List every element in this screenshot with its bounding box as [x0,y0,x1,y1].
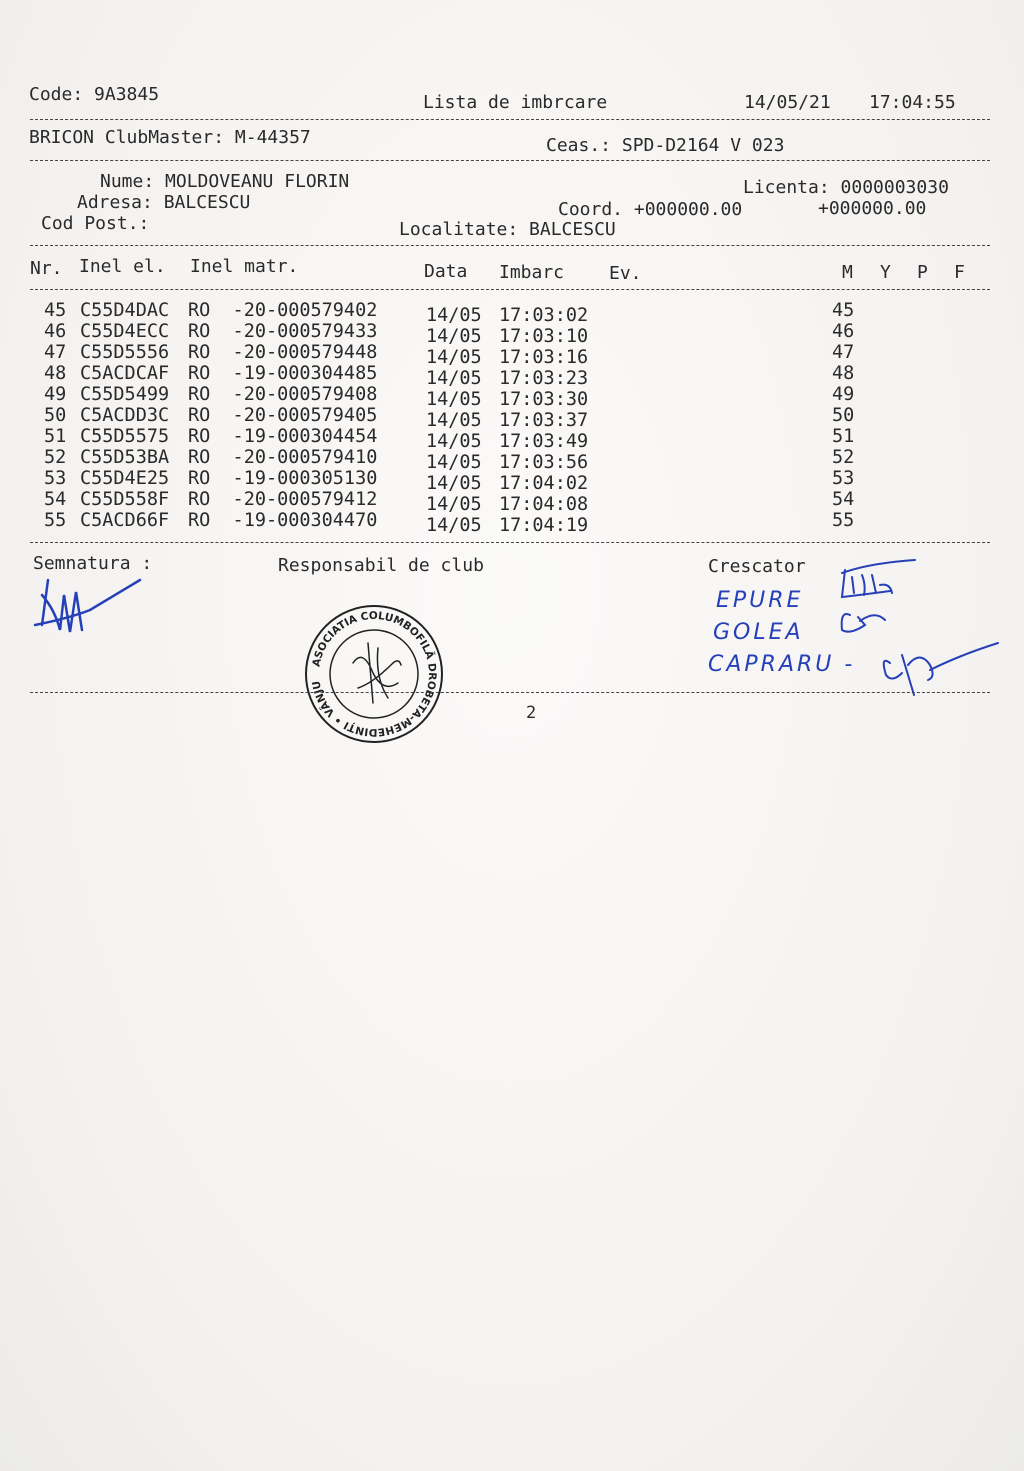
cell-ring: RO -19-000304454 [188,426,378,447]
cell-ring: RO -20-000579448 [188,342,378,363]
cell-date: 14/05 [426,431,482,452]
cell-time: 17:03:37 [499,410,589,431]
cell-date: 14/05 [426,347,482,368]
cell-chip: C5ACDD3C [80,405,170,426]
cell-m: 47 [832,342,855,363]
cell-m: 50 [832,405,855,426]
cell-nr: 47 [44,342,67,363]
col-inel-matr: Inel matr. [190,256,299,277]
table-row [0,363,1024,389]
cell-date: 14/05 [426,368,482,389]
code-label: Code: 9A3845 [29,84,160,105]
breeder-signature-marks [830,555,1010,705]
cell-nr: 46 [44,321,67,342]
cell-nr: 52 [44,447,67,468]
cell-nr: 45 [44,300,67,321]
coord-label: Coord. +000000.00 [558,199,743,220]
cell-chip: C5ACDCAF [80,363,170,384]
cell-time: 17:03:02 [499,305,589,326]
cell-ring: RO -20-000579405 [188,405,378,426]
owner-name: Nume: MOLDOVEANU FLORIN [100,171,350,192]
club-stamp [297,594,445,745]
divider [30,119,990,120]
signature-mark [30,570,150,650]
responsible-label: Responsabil de club [278,555,484,576]
divider [30,160,990,161]
table-row [0,300,1024,326]
cell-nr: 53 [44,468,67,489]
table-row [0,447,1024,473]
cell-nr: 49 [44,384,67,405]
cell-time: 17:04:19 [499,515,589,536]
print-time: 17:04:55 [869,92,956,113]
breeder-name-2: GOLEA [713,620,804,645]
cell-time: 17:04:08 [499,494,589,515]
col-imbarc: Imbarc [499,262,565,283]
table-row [0,468,1024,494]
cell-chip: C55D4ECC [80,321,170,342]
breeder-label: Crescator [708,556,806,577]
cell-nr: 50 [44,405,67,426]
cell-time: 17:03:56 [499,452,589,473]
cell-chip: C55D53BA [80,447,170,468]
print-date: 14/05/21 [744,92,831,113]
page-number: 2 [526,703,537,723]
cell-time: 17:03:49 [499,431,589,452]
cell-time: 17:03:16 [499,347,589,368]
col-ev: Ev. [609,263,642,284]
cell-m: 45 [832,300,855,321]
signature-label: Semnatura : [33,553,153,574]
cell-ring: RO -20-000579433 [188,321,378,342]
club-label: BRICON ClubMaster: M-44357 [29,127,311,148]
cell-m: 52 [832,447,855,468]
table-row [0,405,1024,431]
divider [30,692,990,693]
divider [30,245,990,246]
cell-date: 14/05 [426,494,482,515]
cell-chip: C55D5575 [80,426,170,447]
col-nr: Nr. [30,258,63,279]
cell-time: 17:03:30 [499,389,589,410]
document-title: Lista de imbrcare [423,92,608,113]
cell-chip: C5ACD66F [80,510,170,531]
cell-nr: 54 [44,489,67,510]
table-row [0,510,1024,536]
cell-m: 49 [832,384,855,405]
cell-chip: C55D558F [80,489,170,510]
clock-label: Ceas.: SPD-D2164 V 023 [546,135,785,156]
breeder-name-1: EPURE [716,588,804,613]
cell-time: 17:03:10 [499,326,589,347]
table-row [0,321,1024,347]
col-inel-el: Inel el. [79,256,166,277]
cell-m: 55 [832,510,855,531]
cell-time: 17:03:23 [499,368,589,389]
postal-code-label: Cod Post.: [41,213,150,234]
cell-chip: C55D5499 [80,384,170,405]
col-m: M [842,262,853,283]
col-p: P [917,262,928,283]
cell-m: 48 [832,363,855,384]
cell-ring: RO -20-000579410 [188,447,378,468]
cell-ring: RO -20-000579402 [188,300,378,321]
breeder-name-3: CAPRARU - [708,652,856,677]
cell-date: 14/05 [426,389,482,410]
cell-date: 14/05 [426,410,482,431]
license-label: Licenta: 0000003030 [743,177,949,198]
cell-m: 53 [832,468,855,489]
cell-date: 14/05 [426,326,482,347]
col-f: F [954,262,965,283]
cell-date: 14/05 [426,473,482,494]
owner-address: Adresa: BALCESCU [77,192,251,213]
cell-date: 14/05 [426,305,482,326]
cell-nr: 55 [44,510,67,531]
cell-chip: C55D4DAC [80,300,170,321]
cell-m: 54 [832,489,855,510]
cell-nr: 48 [44,363,67,384]
cell-time: 17:04:02 [499,473,589,494]
cell-nr: 51 [44,426,67,447]
cell-m: 51 [832,426,855,447]
cell-ring: RO -20-000579412 [188,489,378,510]
col-y: Y [880,262,891,283]
cell-ring: RO -19-000305130 [188,468,378,489]
table-row [0,384,1024,410]
col-data: Data [424,261,468,282]
divider [30,289,990,290]
cell-ring: RO -19-000304485 [188,363,378,384]
cell-date: 14/05 [426,515,482,536]
cell-ring: RO -20-000579408 [188,384,378,405]
cell-ring: RO -19-000304470 [188,510,378,531]
table-row [0,426,1024,452]
table-row [0,489,1024,515]
table-row [0,342,1024,368]
coord-second: +000000.00 [818,198,927,219]
locality-label: Localitate: BALCESCU [399,219,616,240]
cell-m: 46 [832,321,855,342]
cell-date: 14/05 [426,452,482,473]
cell-chip: C55D5556 [80,342,170,363]
divider [30,542,990,543]
cell-chip: C55D4E25 [80,468,170,489]
stamp-text: ASOCIATIA COLUMBOFILĂ DROBETA-MEHEDINȚI • VÂNJU MARE • [297,594,439,739]
